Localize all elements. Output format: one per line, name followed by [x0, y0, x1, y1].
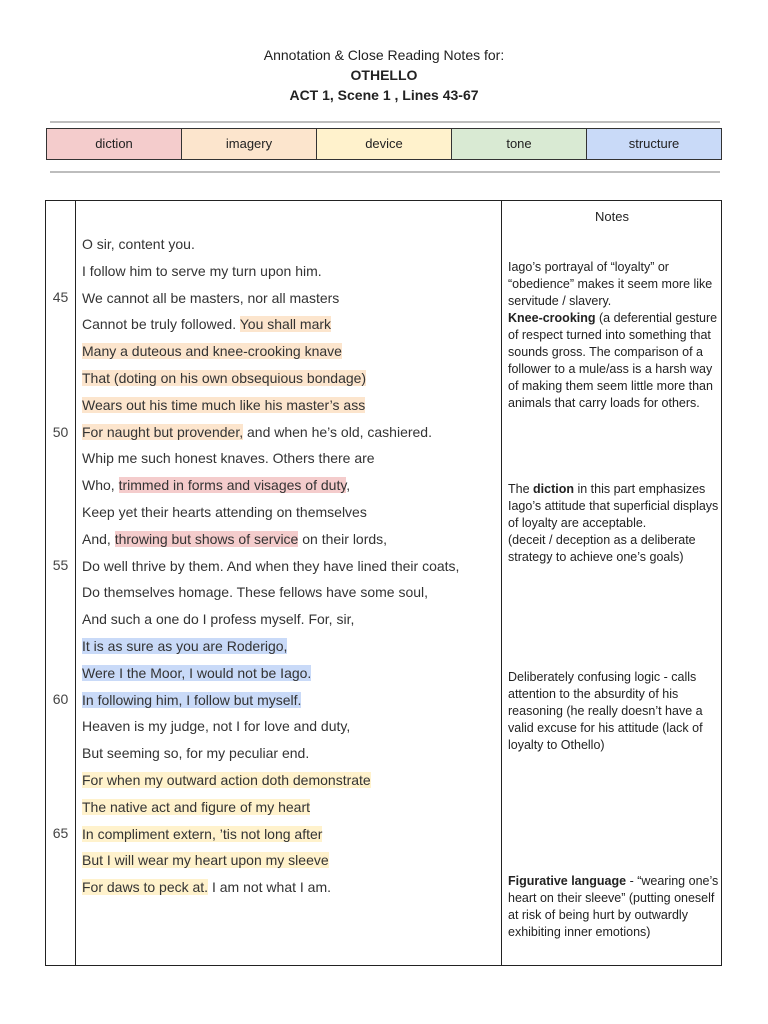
verse-line — [82, 692, 301, 708]
verse-line — [82, 343, 342, 359]
legend-structure: structure — [587, 129, 721, 159]
legend-imagery: imagery — [182, 129, 317, 159]
verse-line — [82, 558, 459, 574]
verse-segment: I follow him to serve my turn upon him. — [82, 262, 322, 279]
verse-line — [82, 424, 432, 440]
verse-segment: Keep yet their hearts attending on themselves — [82, 504, 367, 520]
verse-line — [82, 799, 310, 815]
verse-segment: Heaven is my judge, not I for love and duty, — [82, 718, 351, 735]
verse-line — [82, 879, 331, 895]
highlight-diction: trimmed in forms and visages of duty — [118, 477, 347, 494]
verse-line — [82, 584, 428, 600]
line-number-50: 50 — [52, 424, 69, 440]
note2-bold: diction — [533, 482, 574, 496]
verse-segment: Do themselves homage. These fellows have some soul, — [82, 584, 429, 601]
highlight-device: In compliment extern, ’tis not long after — [82, 825, 323, 842]
highlight-imagery: Wears out his time much like his master’s ass — [82, 396, 366, 413]
divider-bottom — [50, 171, 720, 173]
highlight-structure: Were I the Moor, I would not be Iago. — [82, 664, 312, 681]
note1-bold: Knee-crooking — [508, 311, 596, 325]
note-servitude — [508, 259, 720, 412]
note-logic — [508, 669, 720, 754]
verse-line — [82, 236, 195, 252]
verse-segment: Do well thrive by them. And when they have lined their coats, — [82, 557, 460, 574]
divider-top — [50, 121, 720, 123]
verse-segment: And, — [82, 530, 115, 547]
highlight-structure: It is as sure as you are Roderigo, — [82, 638, 288, 654]
line-number-60: 60 — [52, 691, 69, 707]
legend-tone: tone — [452, 129, 587, 159]
verse-line — [82, 477, 350, 493]
highlight-imagery: Many a duteous and knee-crooking knave — [82, 343, 342, 360]
verse-line — [82, 370, 366, 386]
highlight-imagery: You shall mark — [239, 316, 332, 333]
note3-text: Deliberately confusing logic - calls attention to the absurdity of his reasoning (he really doesn’t have a valid excuse for his attitude (lack of loyalty to Othello) — [508, 670, 703, 752]
verse-line — [82, 611, 354, 627]
highlight-imagery: That (doting on his own obsequious bondage) — [82, 370, 367, 386]
verse-line — [82, 852, 329, 868]
highlight-device: For when my outward action doth demonstrate — [82, 772, 371, 788]
verse-line — [82, 772, 371, 788]
verse-segment: But seeming so, for my peculiar end. — [82, 745, 310, 762]
note-diction — [508, 481, 720, 566]
verse-segment: Whip me such honest knaves. Others there are — [82, 450, 375, 467]
legend-device: device — [317, 129, 452, 159]
verse-segment: Who, — [82, 477, 119, 494]
verse-segment: And such a one do I profess myself. For, sir, — [82, 611, 355, 628]
note2-pre: The — [508, 482, 534, 496]
note4-bold: Figurative language — [508, 874, 627, 888]
line-number-55: 55 — [52, 557, 69, 573]
annotation-table — [45, 200, 722, 966]
line-number-65: 65 — [52, 825, 69, 841]
legend-diction: diction — [47, 129, 182, 159]
verse-line — [82, 531, 387, 547]
column-divider-notes — [501, 201, 502, 965]
verse-line — [82, 397, 365, 413]
note2-text: in this part emphasizes Iago’s attitude that superficial displays of loyalty are acceptable. — [508, 482, 719, 530]
scene-subtitle: ACT 1, Scene 1 , Lines 43-67 — [289, 87, 479, 103]
verse-line — [82, 718, 350, 734]
verse-segment: , — [346, 477, 351, 494]
notes-column-header: Notes — [595, 209, 629, 224]
highlight-diction: throwing but shows of service — [114, 530, 299, 547]
verse-segment: O sir, content you. — [82, 236, 195, 252]
verse-line — [82, 450, 375, 466]
highlight-device: For daws to peck at. — [82, 879, 209, 896]
play-title: OTHELLO — [350, 67, 418, 83]
highlight-device: The native act and figure of my heart — [82, 798, 311, 815]
highlight-device: But I will wear my heart upon my sleeve — [82, 852, 329, 869]
verse-segment: We cannot all be masters, nor all masters — [82, 289, 340, 306]
verse-segment: on their lords, — [298, 530, 388, 547]
highlight-imagery: For naught but provender, — [82, 423, 244, 440]
color-legend — [46, 128, 722, 160]
note1-text2: (a deferential gesture of respect turned into something that sounds gross. The comparison of a follower to a mule/ass is a harsh way of making them seem little more than animals that carry loads for others. — [508, 311, 718, 410]
verse-segment: I am not what I am. — [208, 879, 331, 896]
verse-line — [82, 504, 367, 520]
note4-text: - “wearing one’s heart on their sleeve” (putting oneself at risk of being hurt by outwardly exhibiting inner emotions) — [508, 874, 719, 939]
verse-line — [82, 316, 331, 332]
document-header — [0, 45, 768, 105]
note1-text: Iago’s portrayal of “loyalty” or “obedience” makes it seem more like servitude / slavery. — [508, 260, 713, 308]
note-figurative — [508, 873, 720, 941]
verse-line — [82, 290, 339, 306]
verse-segment: Cannot be truly followed. — [82, 316, 240, 333]
verse-line — [82, 665, 311, 681]
verse-line — [82, 826, 322, 842]
verse-line — [82, 263, 322, 279]
note2-text2: (deceit / deception as a deliberate strategy to achieve one’s goals) — [508, 533, 696, 564]
verse-segment: and when he’s old, cashiered. — [243, 423, 432, 440]
verse-line — [82, 638, 287, 654]
header-line1: Annotation & Close Reading Notes for: — [263, 47, 505, 63]
verse-line — [82, 745, 309, 761]
line-number-45: 45 — [52, 289, 69, 305]
highlight-structure: In following him, I follow but myself. — [82, 691, 302, 708]
column-divider-numbers — [75, 201, 76, 965]
